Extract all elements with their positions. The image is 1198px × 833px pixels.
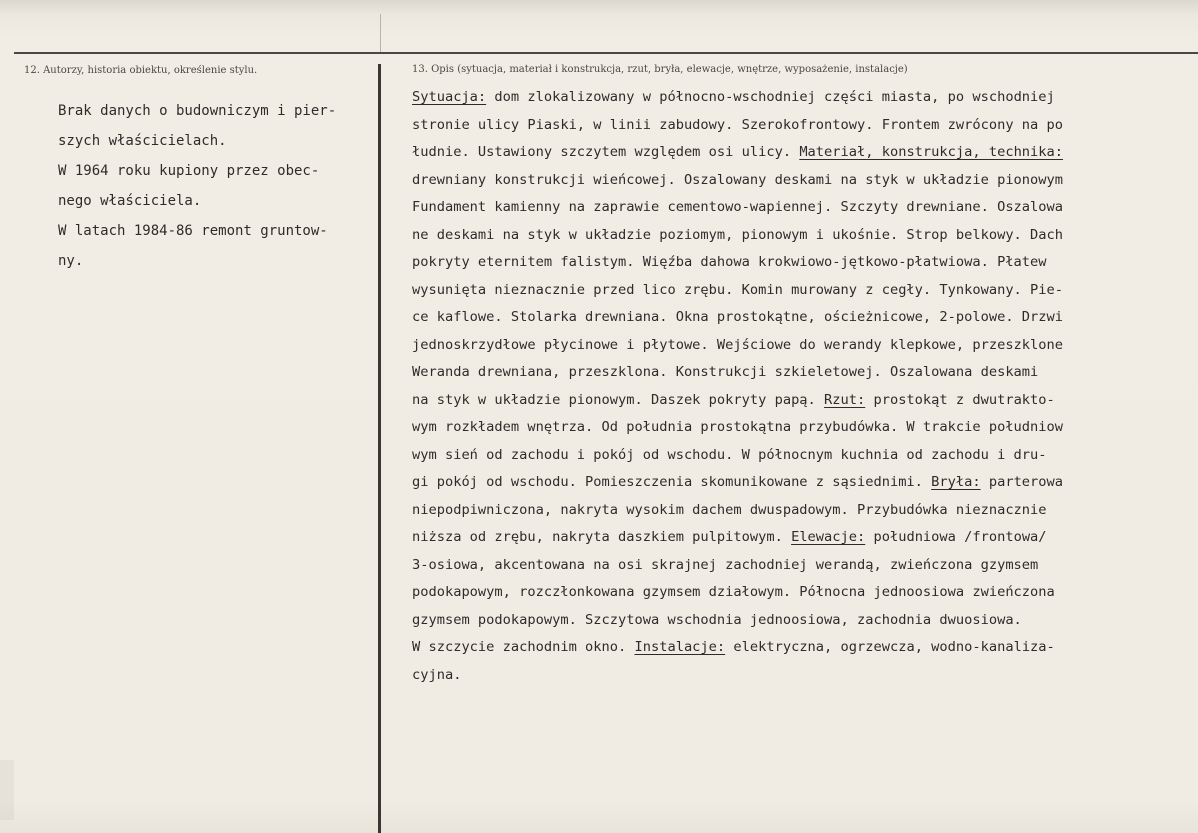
section-12-line: W latach 1984-86 remont gruntow- <box>58 223 328 239</box>
text-segment: ne deskami na styk w układzie poziomym, pionowym i ukośnie. Strop belkowy. Dach <box>412 226 1064 243</box>
subheading-label: Bryła: <box>931 474 981 490</box>
text-segment: W szczycie zachodnim okno. <box>412 639 635 655</box>
subheading-label: Materiał, konstrukcja, technika: <box>799 144 1064 160</box>
section-13-line <box>412 359 1198 387</box>
subheading-label: Instalacje: <box>634 639 726 655</box>
text-segment: podokapowym, rozczłonkowana gzymsem działowym. Północna jednoosiowa zwieńczona <box>412 584 1055 600</box>
text-segment: elektryczna, ogrzewcza, wodno-kanaliza- <box>725 639 1055 655</box>
section-13-line <box>412 332 1198 360</box>
column-divider <box>378 64 381 833</box>
text-segment: jednoskrzydłowe płycinowe i płytowe. Wejściowe do werandy klepkowe, przeszklone <box>412 336 1064 353</box>
subheading-label: Elewacje: <box>791 529 866 545</box>
text-segment: gzymsem podokapowym. Szczytowa wschodnia jednoosiowa, zachodnia dwuosiowa. <box>412 611 1022 628</box>
text-segment: wysunięta nieznacznie przed lico zrębu. Komin murowany z cegły. Tynkowany. Pie- <box>412 281 1064 298</box>
text-segment: Fundament kamienny na zaprawie cementowo-wapiennej. Szczyty drewniane. Oszalowa <box>412 199 1064 215</box>
section-12-heading: 12. Autorzy, historia obiektu, określenie stylu. <box>24 65 258 76</box>
section-13-line <box>412 607 1198 635</box>
text-segment: ce kaflowe. Stolarka drewniana. Okna prostokątne, ościeżnicowe, 2-polowe. Drzwi <box>412 309 1064 325</box>
section-13-line <box>412 167 1198 195</box>
section-13-line <box>412 304 1198 332</box>
text-segment: parterowa <box>980 474 1064 490</box>
section-12-line: Brak danych o budowniczym i pier- <box>58 103 337 119</box>
text-segment: dom zlokalizowany w północno-wschodniej części miasta, po wschodniej <box>486 89 1055 105</box>
section-13-line <box>412 387 1198 415</box>
section-13-line <box>412 249 1198 277</box>
text-segment: prostokąt z dwutrakto- <box>865 391 1055 408</box>
section-13-line <box>412 222 1198 250</box>
section-13-line <box>412 84 1198 112</box>
section-13-line <box>412 139 1198 167</box>
section-13-line <box>412 634 1198 662</box>
subheading-label: Sytuacja: <box>412 89 487 105</box>
text-segment: 3-osiowa, akcentowana na osi skrajnej zachodniej werandą, zwieńczona gzymsem <box>412 556 1039 573</box>
section-13-line <box>412 552 1198 580</box>
text-segment: łudnie. Ustawiony szczytem względem osi ulicy. <box>412 144 800 160</box>
text-segment: południowa /frontowa/ <box>865 529 1047 545</box>
section-13-line <box>412 194 1198 222</box>
text-segment: na styk w układzie pionowym. Daszek pokryty papą. <box>412 391 825 408</box>
column-divider-top <box>380 14 381 52</box>
header-rule <box>14 52 1198 54</box>
text-segment: stronie ulicy Piaski, w linii zabudowy. Szerokofrontowy. Frontem zwrócony na po <box>412 116 1064 133</box>
text-segment: gi pokój od wschodu. Pomieszczenia skomunikowane z sąsiednimi. <box>412 474 932 490</box>
section-12-line: nego właściciela. <box>58 193 202 209</box>
section-13-text <box>412 84 1198 689</box>
text-segment: wym sień od zachodu i pokój od wschodu. W północnym kuchnia od zachodu i dru- <box>412 446 1047 463</box>
section-13-line <box>412 469 1198 497</box>
text-segment: cyjna. <box>412 666 462 683</box>
text-segment: drewniany konstrukcji wieńcowej. Oszalowany deskami na styk w układzie pionowym <box>412 171 1064 188</box>
section-13-line <box>412 579 1198 607</box>
section-12-line: szych właścicielach. <box>58 133 227 149</box>
text-segment: niższa od zrębu, nakryta daszkiem pulpitowym. <box>412 529 792 545</box>
text-segment: wym rozkładem wnętrza. Od południa prostokątna przybudówka. W trakcie południow <box>412 419 1064 435</box>
section-13-line <box>412 277 1198 305</box>
text-segment: pokryty eternitem falistym. Więźba dahowa krokwiowo-jętkowo-płatwiowa. Płatew <box>412 254 1047 270</box>
text-segment: Weranda drewniana, przeszklona. Konstrukcji szkieletowej. Oszalowana deskami <box>412 364 1039 380</box>
top-edge-strip <box>0 0 1198 14</box>
section-13-line <box>412 497 1198 525</box>
edge-shadow <box>0 760 14 820</box>
section-13-line <box>412 112 1198 140</box>
section-13-line <box>412 414 1198 442</box>
section-12-line: W 1964 roku kupiony przez obec- <box>58 163 320 179</box>
section-13-heading: 13. Opis (sytuacja, materiał i konstrukcja, rzut, bryła, elewacje, wnętrze, wyposażenie, instalacje) <box>412 64 908 75</box>
subheading-label: Rzut: <box>824 391 866 408</box>
section-12-line: ny. <box>58 253 84 269</box>
section-12-text <box>58 96 374 276</box>
section-13-line <box>412 442 1198 470</box>
text-segment: niepodpiwniczona, nakryta wysokim dachem dwuspadowym. Przybudówka nieznacznie <box>412 501 1047 518</box>
section-13-line <box>412 524 1198 552</box>
section-13-line <box>412 662 1198 690</box>
